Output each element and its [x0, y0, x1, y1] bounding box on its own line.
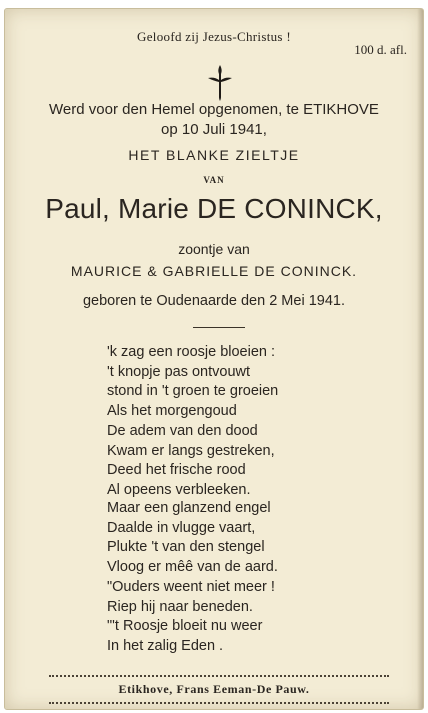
poem-line: Al opeens verbleeken. — [107, 481, 251, 498]
poem-stanza-1 — [107, 343, 278, 501]
son-of-label: zoontje van — [178, 241, 250, 257]
poem-line: stond in 't groen te groeien — [107, 383, 279, 400]
poem-line: Vloog er mêê van de aard. — [107, 559, 278, 576]
ornamental-cross-icon — [205, 63, 235, 103]
announcement-subtitle: HET BLANKE ZIELTJE — [128, 147, 300, 163]
van-label: VAN — [203, 175, 225, 185]
parents-names: MAURICE & GABRIELLE DE CONINCK. — [70, 263, 358, 279]
poem-line: Maar een glanzend engel — [107, 500, 271, 516]
poem-line: Daalde in vlugge vaart, — [107, 519, 256, 536]
announcement-line-1: Werd voor den Hemel opgenomen, te ETIKHOVE — [49, 101, 379, 118]
poem-line: 'k zag een roosje bloeien : — [107, 344, 276, 360]
dotted-rule-top — [49, 675, 389, 677]
poem-stanza-2 — [107, 499, 278, 657]
poem-line: Kwam er langs gestreken, — [107, 442, 275, 459]
poem-line: "'t Roosje bloeit nu weer — [107, 618, 263, 635]
poem-line: In het zalig Eden . — [107, 637, 224, 654]
poem-line: "Ouders weent niet meer ! — [107, 578, 275, 595]
announcement-date: op 10 Juli 1941, — [161, 121, 267, 138]
dotted-rule-bottom — [49, 702, 389, 704]
reference-number: 100 d. afl. — [354, 42, 407, 57]
divider — [193, 327, 245, 328]
motto: Geloofd zij Jezus-Christus ! — [137, 29, 291, 44]
poem-line: De adem van den dood — [107, 422, 258, 439]
poem-line: Deed het frische rood — [107, 462, 246, 479]
deceased-name: Paul, Marie DE CONINCK, — [45, 193, 383, 224]
poem-line: Riep hij naar beneden. — [107, 598, 253, 615]
poem-line: Plukte 't van den stengel — [107, 539, 265, 556]
poem-line: 't knopje pas ontvouwt — [107, 363, 251, 380]
poem-line: Als het morgengoud — [107, 403, 237, 420]
birth-line: geboren te Oudenaarde den 2 Mei 1941. — [82, 293, 345, 309]
printer-credit: Etikhove, Frans Eeman-De Pauw. — [118, 682, 310, 696]
memorial-card — [4, 8, 424, 710]
